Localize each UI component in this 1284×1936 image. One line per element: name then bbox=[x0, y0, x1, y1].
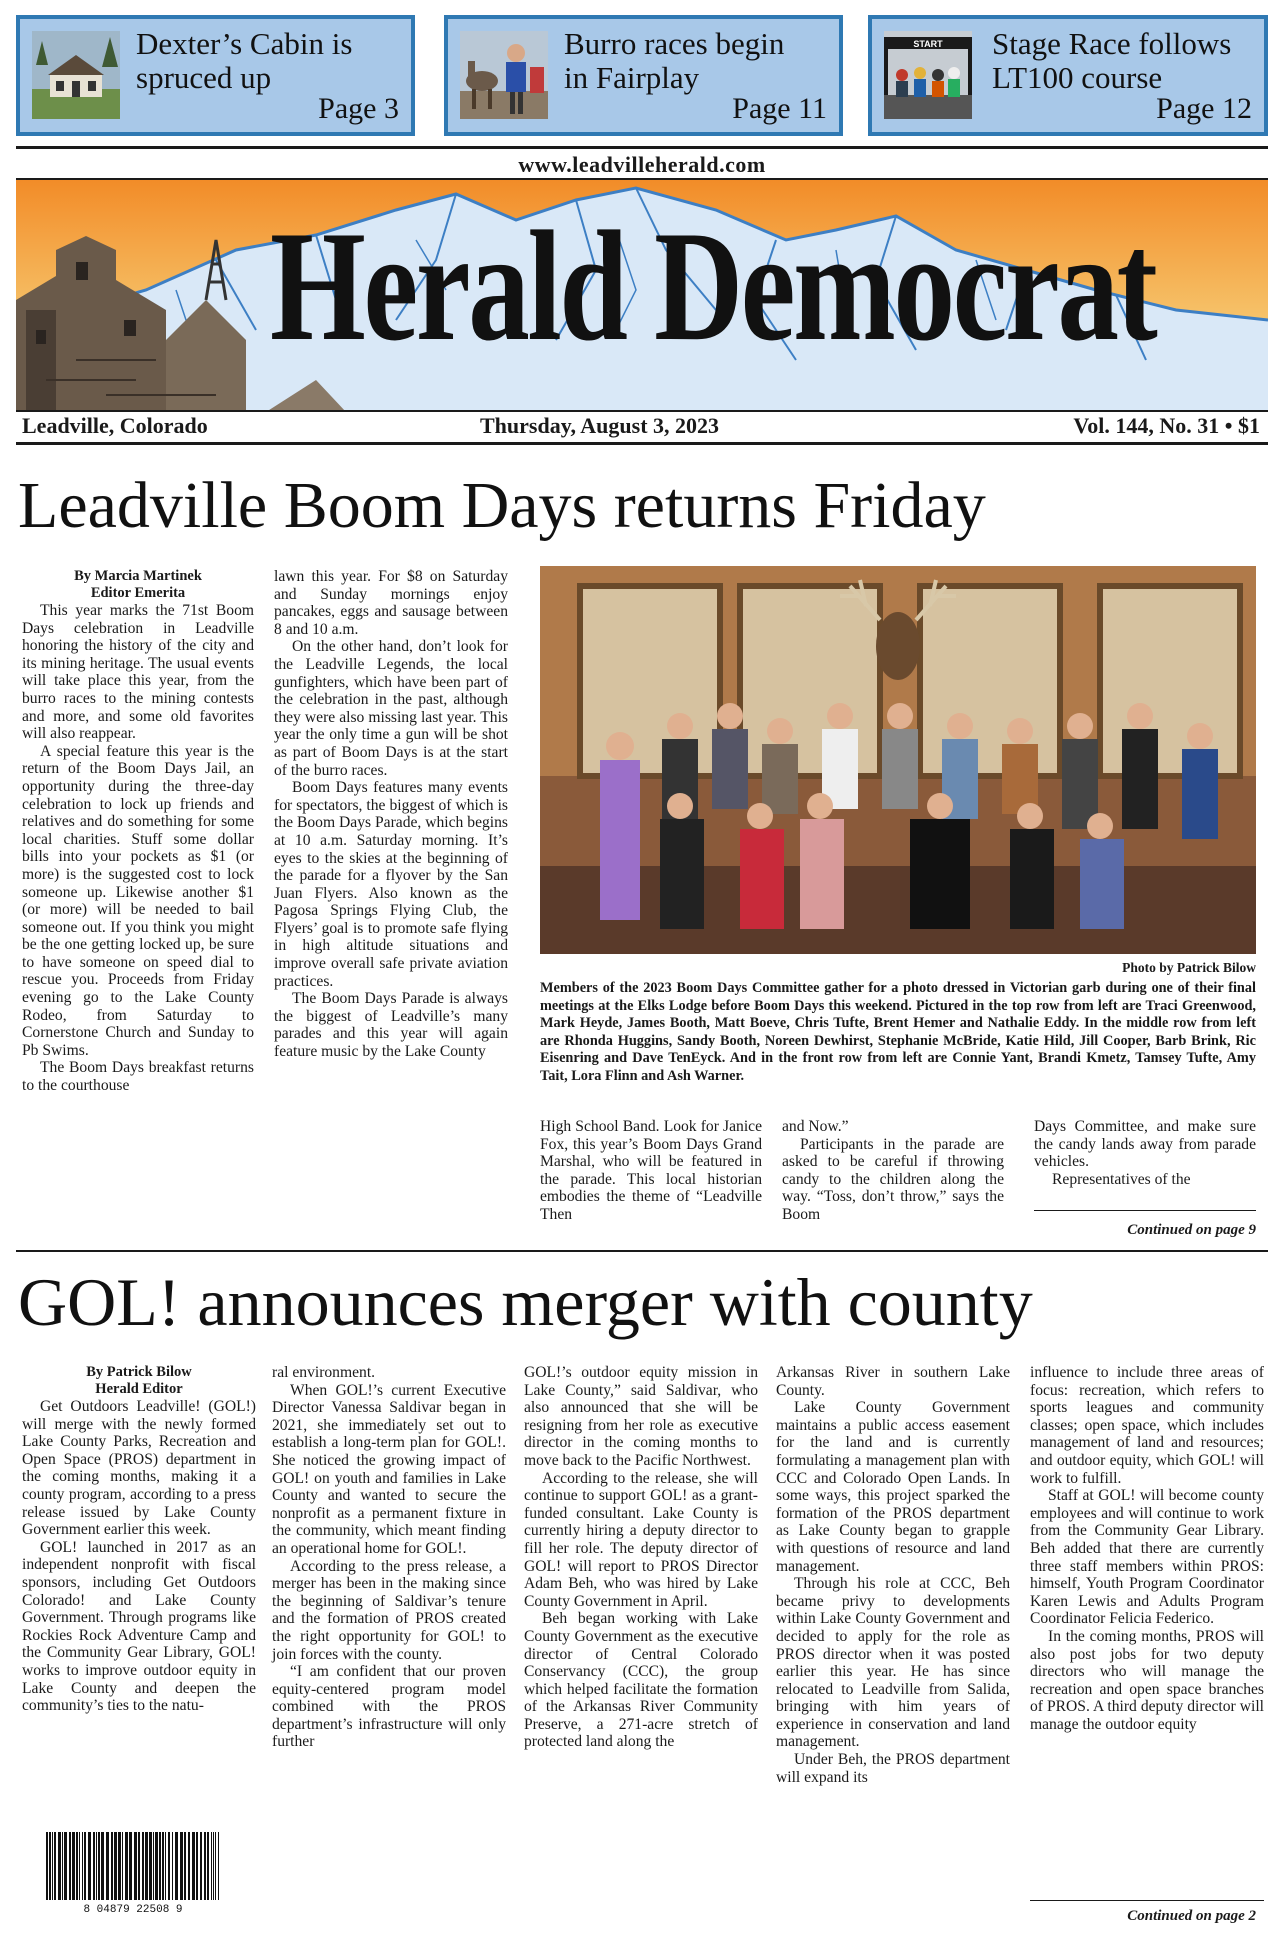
barcode-bar bbox=[211, 1832, 212, 1900]
barcode-bar bbox=[138, 1832, 140, 1900]
jump-rule bbox=[1034, 1210, 1256, 1211]
story1-column-1 bbox=[22, 568, 254, 1095]
barcode-bar bbox=[49, 1832, 51, 1900]
paragraph: Participants in the parade are asked to be careful if throwing candy to the children along the way. “Toss, don’t throw,” says the Boom bbox=[782, 1135, 1004, 1223]
barcode-bar bbox=[62, 1832, 63, 1900]
paragraph: GOL! launched in 2017 as an independent nonprofit with fiscal sponsors, including Get Outdoors Colorado! and Lake County Government. Through programs like Rockies Rock Adventure Camp and the Community Gear Library, GOL! works to improve outdoor equity in Lake County and deepen the community’s ties to the natu- bbox=[22, 1538, 256, 1715]
teaser-box-cabin[interactable] bbox=[16, 15, 415, 136]
teaser-box-burro[interactable] bbox=[444, 15, 843, 136]
paragraph: Boom Days features many events for spectators, the biggest of which is the Boom Days Parade, which begins at 10 a.m. Saturday morning. It’s eyes to the skies at the beginning of the parade for a flyover by the San Juan Flyers. Also known as the Pagosa Springs Flying Club, the Flyers’ goal is to promote safe flying in high altitude situations and improve overall safe private aviation practices. bbox=[274, 779, 508, 990]
paragraph: According to the release, she will continue to support GOL! as a grant-funded consultant. Lake County is currently hiring a deputy director to fill her role. The deputy director of GOL! will report to PROS Director Adam Beh, who was hired by Lake County Government in April. bbox=[524, 1469, 758, 1610]
barcode-bar bbox=[184, 1832, 186, 1900]
masthead-bottom-rule bbox=[16, 410, 1268, 412]
story1-column-2 bbox=[274, 568, 508, 1061]
story2-column-5 bbox=[1030, 1364, 1264, 1733]
paragraph: Get Outdoors Leadville! (GOL!) will merge with the newly formed Lake County Parks, Recreation and Open Space (PROS) department in the coming months, making it a county program, according to a press release issued by Lake County Government earlier this week. bbox=[22, 1398, 256, 1539]
story1-byline-name: By Marcia Martinek bbox=[74, 568, 202, 584]
volume-price: Vol. 144, No. 31 • $1 bbox=[1073, 413, 1260, 438]
story2-continued[interactable]: Continued on page 2 bbox=[1127, 1908, 1256, 1924]
boom-days-committee-photo bbox=[540, 566, 1256, 954]
barcode-digits: 8 04879 22508 9 bbox=[83, 1904, 183, 1916]
barcode-bar bbox=[142, 1832, 144, 1900]
story2-column-3 bbox=[524, 1364, 758, 1751]
website-url[interactable]: www.leadvilleherald.com bbox=[518, 152, 766, 177]
paragraph: In the coming months, PROS will also post jobs for two deputy directors who will manage the recreation and open space branches of PROS. A third deputy director will manage the outdoor equity bbox=[1030, 1627, 1264, 1733]
barcode-bar bbox=[93, 1832, 95, 1900]
paragraph: ral environment. bbox=[272, 1364, 376, 1381]
location: Leadville, Colorado bbox=[22, 413, 208, 438]
barcode-bar bbox=[200, 1832, 202, 1900]
barcode-bar bbox=[175, 1832, 178, 1900]
story2-byline-title: Herald Editor bbox=[95, 1381, 183, 1397]
barcode-bar bbox=[72, 1832, 75, 1900]
barcode-bar bbox=[54, 1832, 56, 1900]
barcode-bar bbox=[207, 1832, 209, 1900]
barcode-bar bbox=[122, 1832, 123, 1900]
barcode-bar bbox=[52, 1832, 53, 1900]
paragraph: The Boom Days Parade is always the biggest of Leadville’s many parades and this year will again feature music by the Lake County bbox=[274, 990, 508, 1061]
barcode-bar bbox=[168, 1832, 170, 1900]
barcode-bar bbox=[129, 1832, 132, 1900]
paragraph: influence to include three areas of focus: recreation, which refers to sports leagues and community classes; open space, which includes management of land and resources; and outdoor equity, which GOL! will work to fulfill. bbox=[1030, 1364, 1264, 1487]
paragraph: Staff at GOL! will become county employees and will continue to work from the Community Gear Library. Beh added that there are currently three staff members within PROS: himself, Youth Program Coordinator Karen Lewis and Adults Program Coordinator Felicia Federico. bbox=[1030, 1487, 1264, 1628]
paragraph: Lake County Government maintains a public access easement for the land and is currently formulating a management plan with CCC and Colorado Open Lands. In some ways, this project sparked the formation of the PROS department as Lake County began to grapple with questions of resource and land management. bbox=[776, 1399, 1010, 1575]
story1-column-5 bbox=[1034, 1118, 1256, 1188]
barcode-bar bbox=[159, 1832, 161, 1900]
story1-byline-title: Editor Emerita bbox=[90, 585, 186, 601]
barcode-bar bbox=[69, 1832, 71, 1900]
paragraph: GOL!’s outdoor equity mission in Lake County,” said Saldivar, who also announced that she will be resigning from her role as executive director in the coming months to move back to the Pacific Northwest. bbox=[524, 1364, 758, 1469]
jump-rule bbox=[1030, 1900, 1264, 1901]
barcode-bar bbox=[111, 1832, 113, 1900]
teaser-page: Page 3 bbox=[318, 92, 399, 125]
paragraph: and Now.” bbox=[782, 1118, 849, 1135]
teaser-page: Page 11 bbox=[732, 92, 827, 125]
paragraph: Under Beh, the PROS department will expand its bbox=[776, 1751, 1010, 1786]
paragraph: This year marks the 71st Boom Days celebration in Leadville honoring the history of the city and its mining heritage. The usual events will take place this year, from the burro races to the mining contests and more, and some old favorites will also reappear. bbox=[22, 602, 254, 743]
story1-continued[interactable]: Continued on page 9 bbox=[1127, 1222, 1256, 1238]
paragraph: On the other hand, don’t look for the Leadville Legends, the local gunfighters, which have been part of the celebration in the past, although they were also missing last year. This year the only time a gun will be shot as part of Boom Days is at the start of the burro races. bbox=[274, 638, 508, 779]
barcode-bar bbox=[204, 1832, 206, 1900]
barcode-bar bbox=[98, 1832, 100, 1900]
barcode-bar bbox=[101, 1832, 104, 1900]
barcode-bar bbox=[145, 1832, 148, 1900]
barcode-bar bbox=[96, 1832, 97, 1900]
story2-column-1 bbox=[22, 1364, 256, 1715]
teaser-title: Dexter’s Cabin is spruced up bbox=[136, 26, 353, 95]
barcode-bar bbox=[88, 1832, 91, 1900]
barcode-icon bbox=[38, 1828, 228, 1916]
barcode-bar bbox=[106, 1832, 109, 1900]
paragraph: Beh began working with Lake County Government as the executive director of Central Colorado Conservancy (CCC), the group which helped facilitate the formation of the Arkansas River Community Preserve, a 271-acre stretch of protected land along the bbox=[524, 1610, 758, 1751]
teaser-page: Page 12 bbox=[1156, 92, 1252, 125]
teaser-box-stage-race[interactable] bbox=[868, 15, 1268, 136]
barcode-bar bbox=[82, 1832, 83, 1900]
barcode-bar bbox=[149, 1832, 152, 1900]
photo-credit: Photo by Patrick Bilow bbox=[1122, 960, 1256, 975]
barcode-bar bbox=[114, 1832, 117, 1900]
issue-date: Thursday, August 3, 2023 bbox=[480, 413, 720, 438]
newspaper-title: Herald Democrat bbox=[270, 199, 1156, 374]
barcode-bar bbox=[46, 1832, 48, 1900]
paragraph: According to the press release, a merger has been in the making since the beginning of Saldivar’s tenure and the formation of PROS created the right opportunity for GOL! to join forces with the county. bbox=[272, 1557, 506, 1663]
paragraph: High School Band. Look for Janice Fox, this year’s Boom Days Grand Marshal, who will be featured in the parade. This local historian embodies the theme of “Leadville Then bbox=[540, 1118, 762, 1223]
barcode-bar bbox=[84, 1832, 86, 1900]
paragraph: Days Committee, and make sure the candy lands away from parade vehicles. bbox=[1034, 1118, 1256, 1171]
story2-column-2 bbox=[272, 1364, 506, 1751]
story2-byline-name: By Patrick Bilow bbox=[86, 1364, 192, 1380]
barcode-bar bbox=[162, 1832, 164, 1900]
start-banner-text: START bbox=[913, 39, 943, 49]
dateline-rule bbox=[16, 442, 1268, 445]
barcode-bar bbox=[58, 1832, 61, 1900]
photo-caption: Members of the 2023 Boom Days Committee gather for a photo dressed in Victorian garb during one of their final meetings at the Elks Lodge before Boom Days this weekend. Pictured in the top row from left are Traci Greenwood, Mark Heyde, James Booth, Matt Boeve, Chris Tufte, Brent Hemer and Nathalie Eddy. In the middle row from left are Rhonda Huggins, Sandy Booth, Noreen Dewhirst, Stephanie McBride, Katie Hild, Jill Cooper, Barb Brink, Ric Eisenring and Dave TenEyck. And in the front row from left are Connie Yant, Brandi Kmetz, Tamsey Tufte, Amy Tait, Lora Flinn and Ash Warner. bbox=[540, 980, 1256, 1084]
story1-column-3 bbox=[540, 1118, 762, 1224]
teaser-title: Stage Race follows LT100 course bbox=[992, 26, 1232, 95]
masthead-top-rule bbox=[16, 146, 1268, 149]
paragraph: When GOL!’s current Executive Director Vanessa Saldivar began in 2021, she immediately set out to establish a long-term plan for GOL!. She noticed the growing impact of GOL! on youth and families in Lake County and wanted to secure the nonprofit as a permanent fixture in the community, which meant finding an operational home for GOL!. bbox=[272, 1381, 506, 1557]
barcode-bar bbox=[153, 1832, 154, 1900]
barcode-bar bbox=[180, 1832, 183, 1900]
story1-headline[interactable]: Leadville Boom Days returns Friday bbox=[18, 469, 986, 542]
barcode-bar bbox=[165, 1832, 166, 1900]
cabin-photo bbox=[32, 31, 120, 119]
barcode-bar bbox=[215, 1832, 216, 1900]
barcode-bar bbox=[192, 1832, 195, 1900]
barcode-bar bbox=[76, 1832, 78, 1900]
story-divider bbox=[16, 1250, 1268, 1252]
burro-race-photo bbox=[460, 31, 548, 119]
paragraph: Representatives of the bbox=[1052, 1170, 1191, 1188]
story1-column-4 bbox=[782, 1118, 1004, 1224]
story2-headline[interactable]: GOL! announces merger with county bbox=[18, 1264, 1033, 1340]
paragraph: Through his role at CCC, Beh became privy to developments within Lake County Government and decided to apply for the role as PROS director when it was posted earlier this year. He has since relocated to Leadville from Salida, bringing with him years of experience in conservation and land management. bbox=[776, 1575, 1010, 1751]
barcode-bar bbox=[172, 1832, 173, 1900]
barcode-bar bbox=[218, 1832, 219, 1900]
paragraph: The Boom Days breakfast returns to the courthouse bbox=[22, 1059, 254, 1095]
paragraph: A special feature this year is the return of the Boom Days Jail, an opportunity during the three-day celebration to lock up friends and relatives and do something for some local charities. Stuff some dollar bills into your pockets as $1 (or more) is the suggested cost to lock someone up. Likewise another $1 (or more) will be needed to bail someone out. If you think you might be the one getting locked up, be sure to have someone on speed dial to rescue you. Proceeds from Friday evening go to the Lake County Rodeo, from Saturday to Cornerstone Church and Sunday to Pb Swims. bbox=[22, 742, 254, 1059]
barcode-bar bbox=[118, 1832, 121, 1900]
bike-race-photo bbox=[884, 31, 972, 119]
barcode-bar bbox=[79, 1832, 80, 1900]
barcode-bar bbox=[213, 1832, 214, 1900]
barcode-bar bbox=[196, 1832, 198, 1900]
teaser-title: Burro races begin in Fairplay bbox=[564, 26, 785, 95]
story2-column-4 bbox=[776, 1364, 1010, 1786]
barcode-bar bbox=[188, 1832, 190, 1900]
barcode-bar bbox=[64, 1832, 67, 1900]
barcode-bar bbox=[125, 1832, 128, 1900]
barcode-bar bbox=[155, 1832, 158, 1900]
barcode-bar bbox=[134, 1832, 137, 1900]
paragraph: Arkansas River in southern Lake County. bbox=[776, 1364, 1010, 1399]
paragraph: lawn this year. For $8 on Saturday and Sunday mornings enjoy pancakes, eggs and sausage between 8 and 10 a.m. bbox=[274, 568, 508, 638]
paragraph: “I am confident that our proven equity-centered program model combined with the PROS department’s infrastructure will only further bbox=[272, 1663, 506, 1751]
